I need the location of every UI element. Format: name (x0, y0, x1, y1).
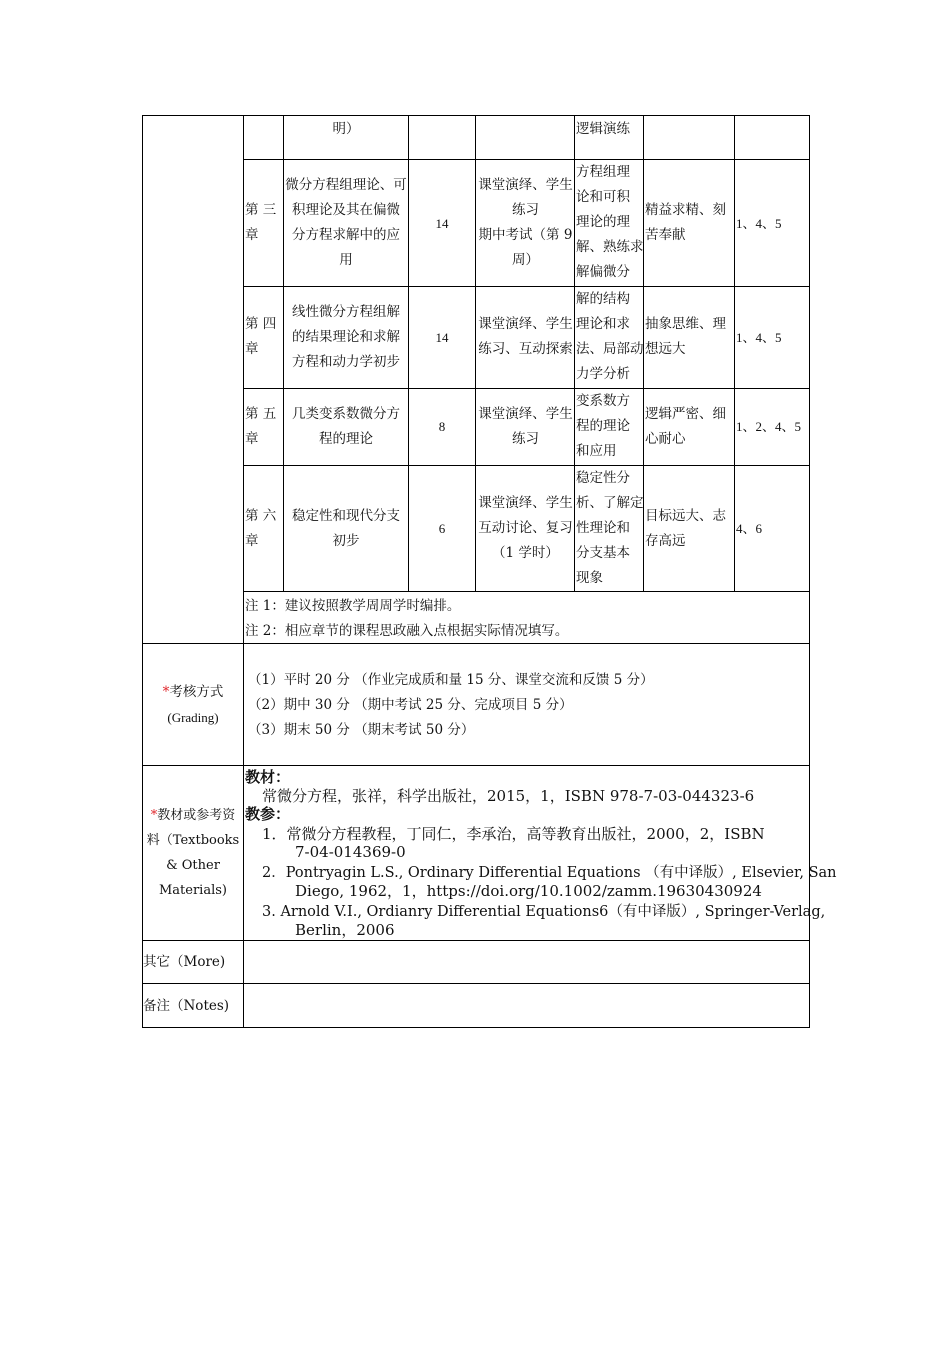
schedule-notes: 注 1：建议按照教学周周学时编排。 注 2：相应章节的课程思政融入点根据实际情况填写。 (245, 598, 569, 639)
row-3-method: 课堂演绎、学生 练习 (478, 406, 573, 447)
row-2-ideology: 抽象思维、理 想远大 (645, 316, 726, 357)
reference-item: 3. Arnold V.I., Ordianry Differential Equations6（有中译版）, Springer-Verlag, (262, 904, 826, 920)
textbook-heading: 教材： (245, 768, 291, 786)
reference-item-cont: Berlin，2006 (295, 921, 395, 939)
row-2-chapter: 第 四 章 (245, 316, 277, 357)
row-1-hours: 14 (435, 216, 449, 231)
grading-label: *考核方式 (Grading) (162, 684, 224, 725)
reference-heading: 教参： (245, 805, 291, 823)
row-4-hours: 6 (438, 521, 446, 536)
row-4-ideology: 目标远大、志 存高远 (645, 508, 726, 549)
row-0-content: 明） (332, 121, 360, 137)
row-1-goals: 1、4、5 (736, 216, 782, 231)
row-2-content: 线性微分方程组解 的结果理论和求解 方程和动力学初步 (292, 304, 400, 370)
row-3-hours: 8 (438, 419, 446, 434)
more-label: 其它（More) (143, 954, 226, 970)
row-4-chapter: 第 六 章 (245, 508, 277, 549)
reference-item-cont: 7-04-014369-0 (295, 843, 406, 861)
row-1-method: 课堂演绎、学生 练习 期中考试（第 9 周） (478, 177, 573, 268)
row-3-chapter: 第 五 章 (245, 406, 277, 447)
row-4-content: 稳定性和现代分支 初步 (292, 508, 400, 549)
textbook-entry: 常微分方程，张祥，科学出版社，2015，1，ISBN 978-7-03-044323-6 (262, 787, 755, 805)
row-2-goals: 1、4、5 (736, 330, 782, 345)
row-3-content: 几类变系数微分方 程的理论 (292, 406, 400, 447)
row-3-ideology: 逻辑严密、细 心耐心 (645, 406, 726, 447)
row-1-focus: 方程组理 论和可积 理论的理 解、熟练求 解偏微分 (576, 164, 644, 280)
row-1-content: 微分方程组理论、可 积理论及其在偏微 分方程求解中的应 用 (285, 177, 407, 268)
notes-label: 备注（Notes) (143, 998, 230, 1014)
row-0-focus: 逻辑演练 (576, 121, 630, 137)
reference-item-cont: Diego, 1962，1，https://doi.org/10.1002/zamm.19630430924 (295, 882, 762, 900)
row-2-method: 课堂演绎、学生 练习、互动探索 (478, 316, 573, 357)
grading-items: （1）平时 20 分 （作业完成质和量 15 分、课堂交流和反馈 5 分） （2）期中 30 分 （期中考试 25 分、完成项目 5 分） （3）期末 50 分 （期末考试 50 分） (248, 672, 654, 738)
reference-item: 1．常微分方程教程，丁同仁，李承治，高等教育出版社，2000，2，ISBN (262, 825, 765, 843)
textbooks-label: *教材或参考资 料（Textbooks & Other Materials) (146, 808, 240, 898)
row-4-goals: 4、6 (736, 521, 763, 536)
row-2-focus: 解的结构 理论和求 法、局部动 力学分析 (576, 291, 644, 382)
row-2-hours: 14 (435, 330, 449, 345)
row-1-chapter: 第 三 章 (245, 202, 277, 243)
row-1-ideology: 精益求精、刻 苦奉献 (645, 202, 726, 243)
row-4-method: 课堂演绎、学生 互动讨论、复习 （1 学时） (478, 495, 573, 561)
reference-item: 2．Pontryagin L.S., Ordinary Differential Equations （有中译版）, Elsevier, San (262, 865, 837, 881)
row-4-focus: 稳定性分 析、了解定 性理论和 分支基本 现象 (576, 470, 644, 586)
row-3-goals: 1、2、4、5 (736, 419, 802, 434)
row-3-focus: 变系数方 程的理论 和应用 (576, 393, 630, 459)
